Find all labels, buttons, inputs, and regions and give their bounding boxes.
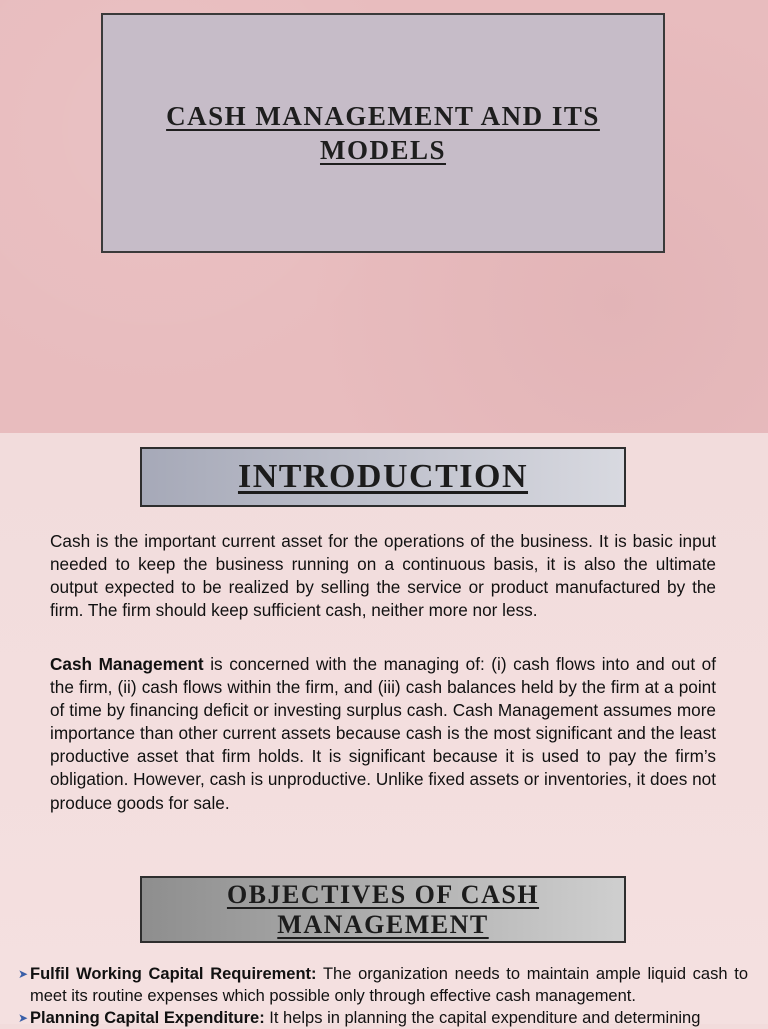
- intro-paragraph-2-text: is concerned with the managing of: (i) cash flows into and out of the firm, (ii) cash flows within the firm, and (iii) cash balances held by the firm at a point of time by financing deficit or investing surplus cash. Cash Management assumes more importance than other current assets because cash is the most significant and the least productive asset that firm holds. It is significant because it is used to pay the firm’s obligation. However, cash is unproductive. Unlike fixed assets or inventories, it does not produce goods for sale.: [50, 654, 717, 813]
- arrow-bullet-icon: ➤: [18, 967, 29, 981]
- list-item: [18, 963, 748, 1007]
- list-item: [18, 1007, 748, 1029]
- bullet-text: It helps in planning the capital expenditure and determining: [264, 1009, 701, 1027]
- bullet-lead: Fulfil Working Capital Requirement:: [30, 965, 317, 983]
- bullet-lead: Planning Capital Expenditure:: [30, 1009, 265, 1027]
- arrow-bullet-icon: ➤: [18, 1011, 29, 1025]
- introduction-heading-box: [140, 447, 626, 507]
- slide-title: CASH MANAGEMENT AND ITS MODELS: [166, 101, 600, 165]
- cash-management-term: Cash Management: [50, 654, 204, 674]
- objectives-heading-box: [140, 876, 626, 943]
- objectives-list: [18, 963, 748, 1029]
- content-slide: [0, 433, 768, 1027]
- intro-paragraph-1: Cash is the important current asset for the operations of the business. It is basic input needed to keep the business running on a continuous basis, it is also the ultimate output expected to be realized by selling the service or product manufactured by the firm. The firm should keep sufficient cash, neither more nor less.: [50, 531, 716, 621]
- objectives-heading: OBJECTIVES OF CASH MANAGEMENT: [226, 879, 540, 939]
- bullet-text: The organization needs to maintain ample liquid cash to meet its routine expenses which possible only through effective cash management.: [30, 965, 748, 1005]
- title-box: [101, 13, 665, 253]
- intro-paragraph-2: [50, 653, 716, 815]
- introduction-heading: INTRODUCTION: [237, 458, 529, 495]
- title-slide: [0, 0, 768, 433]
